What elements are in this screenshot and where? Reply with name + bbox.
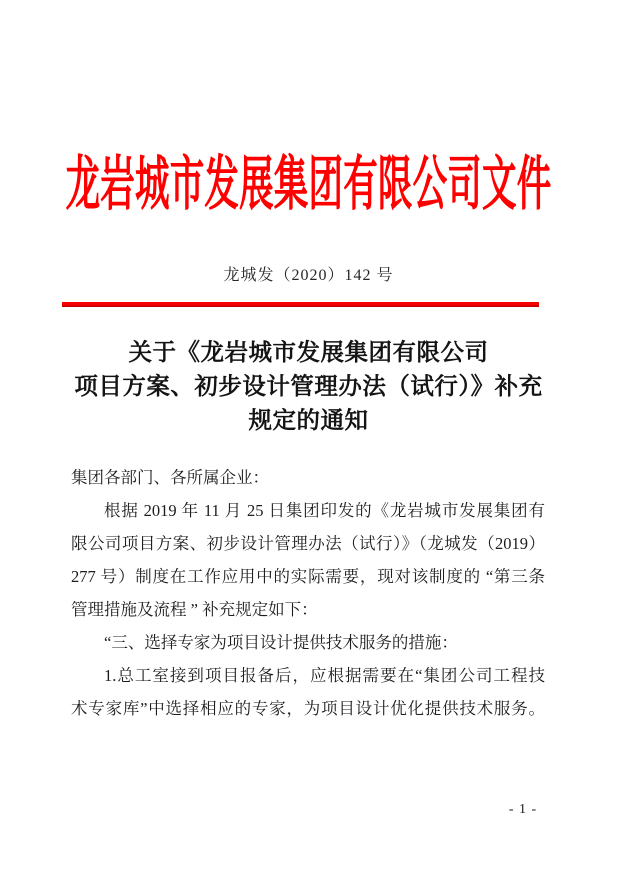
document-subject-title [36, 336, 581, 438]
document-number: 龙城发（2020）142 号 [223, 267, 394, 284]
body-line: 277 号）制度在工作应用中的实际需要，现对该制度的 “第三条 [71, 567, 545, 586]
body-line-salutation: 集团各部门、各所属企业： [71, 468, 269, 487]
subject-title-line: 关于《龙岩城市发展集团有限公司 [128, 340, 489, 366]
red-divider [62, 302, 539, 307]
body-line: 1.总工室接到项目报备后，应根据需要在“集团公司工程技 [104, 666, 545, 685]
body-line: “三、选择专家为项目设计提供技术服务的措施： [104, 633, 458, 652]
document-body [71, 461, 545, 725]
body-line: 根据 2019 年 11 月 25 日集团印发的《龙岩城市发展集团有 [104, 501, 545, 520]
page-number: - 1 - [508, 802, 538, 817]
document-header-title: 龙岩城市发展集团有限公司文件 [65, 151, 552, 218]
body-line: 管理措施及流程 ” 补充规定如下： [71, 600, 318, 619]
body-line: 术专家库”中选择相应的专家，为项目设计优化提供技术服务。 [71, 699, 545, 718]
subject-title-line: 规定的通知 [248, 408, 369, 434]
subject-title-line: 项目方案、初步设计管理办法（试行）》补充 [74, 374, 543, 400]
body-line: 限公司项目方案、初步设计管理办法（试行）》（龙城发（2019） [71, 534, 545, 553]
